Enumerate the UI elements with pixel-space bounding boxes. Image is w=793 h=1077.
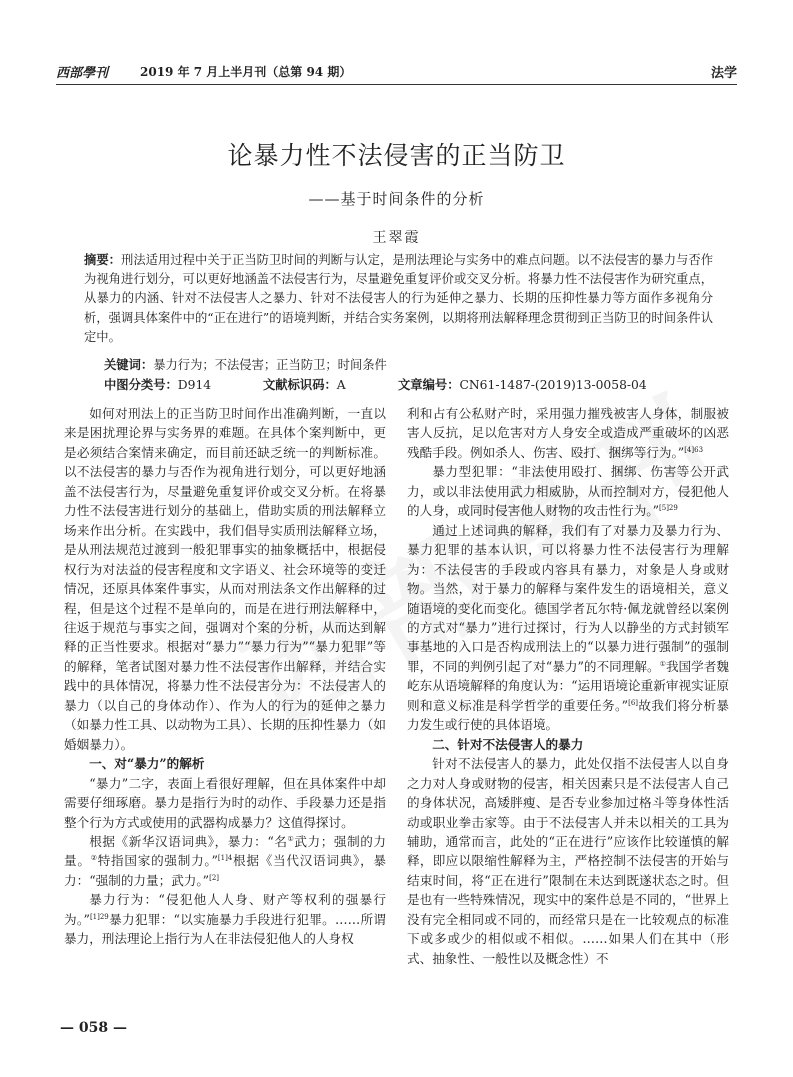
citation-ref: [5]29	[659, 504, 678, 513]
author-name: 王翠霞	[372, 230, 421, 246]
paragraph	[407, 462, 729, 520]
citation-ref: [6]	[628, 698, 639, 707]
subject-label: 法学	[710, 66, 737, 81]
citation-ref: [1]29	[89, 912, 109, 921]
section-heading: 一、对“暴力”的解析	[89, 756, 205, 772]
doc-code	[263, 375, 346, 393]
clc-number	[104, 375, 211, 393]
citation-ref: [2]	[209, 873, 220, 882]
article-number	[398, 375, 647, 393]
doc-value: A	[336, 378, 346, 392]
art-label: 文章编号：	[398, 377, 460, 392]
text-run: 根据《新华汉语词典》，暴力：“名	[89, 833, 288, 849]
text-run: 利和占有公私财产时，采用强力摧残被害人身体，制服被害人反抗，足以危害对方人身安全或造成严重破坏的凶恶残酷手段。例如杀人、伤害、殴打、捆绑等行为。”	[407, 406, 729, 460]
abstract-text: 刑法适用过程中关于正当防卫时间的判断与认定，是刑法理论与实务中的难点问题。以不法侵害的暴力与否作为视角进行划分，可以更好地涵盖不法侵害行为，尽量避免重复评价或交叉分析。将暴力性不法侵害作为研究重点，从暴力的内涵、针对不法侵害人之暴力、针对不法侵害人的行为延伸之暴力、长期的压抑性暴力等方面作多视角分析，强调具体案件中的“正在进行”的语境判断，并结合实务案例，以期将刑法解释理念贯彻到正当防卫的时间条件认定中。	[84, 253, 713, 344]
footnote-ref: ②	[90, 854, 98, 863]
text-run: 特指国家的强制力。”	[97, 853, 218, 869]
citation-ref: [1]4	[217, 854, 233, 863]
abstract-label: 摘要：	[84, 252, 122, 267]
clc-label: 中图分类号：	[104, 377, 178, 392]
text-run: 武力；强制的力量。	[64, 833, 387, 869]
text-run: 暴力犯罪：“以实施暴力手段进行犯罪。……所谓暴力，刑法理论上指行为人在非法侵犯他人的人身权	[64, 911, 386, 947]
citation-ref: [4]63	[684, 445, 704, 454]
page-number: — 058 —	[60, 1020, 127, 1036]
paragraph	[64, 890, 386, 948]
section-heading: 二、针对不法侵害人的暴力	[432, 736, 584, 752]
paragraph	[407, 521, 729, 735]
header-rule	[56, 84, 737, 85]
footnote-ref: ①	[287, 834, 295, 843]
clc-value: D914	[177, 378, 212, 392]
text-run: 故我们将分析暴力发生或行使的具体语境。	[407, 697, 730, 733]
footnote-ref: ①	[659, 659, 666, 668]
paragraph: 如何对刑法上的正当防卫时间作出准确判断，一直以来是困扰理论界与实务界的难题。在具体个案判断中，更是必须结合案情来确定，而目前还缺乏统一的判断标准。以不法侵害的暴力与否作为视角进行划分，可以更好地涵盖不法侵害行为，尽量避免重复评价或交叉分析。在将暴力性不法侵害进行划分的基础上，借助实质的刑法解释立场来作出分析。在实践中，我们倡导实质刑法解释立场，是从刑法规范过渡到一般犯罪事实的抽象概括中，根据侵权行为对法益的侵害程度和文字语义、社会环境等的变迁情况，还原具体案件事实，从而对刑法条文作出解释的过程，但是这个过程不是单向的，而是在进行刑法解释中，往返于规范与事实之间，强调对个案的分析，从而达到解释的正当性要求。根据对“暴力”“暴力行为”“暴力犯罪”等的解释，笔者试图对暴力性不法侵害作出解释，并结合实践中的具体情况，将暴力性不法侵害分为：不法侵害人的暴力（以自己的身体动作）、作为人的行为的延伸之暴力（如暴力性工具、以动物为工具）、长期的压抑性暴力（如婚姻暴力）。	[64, 406, 386, 752]
paragraph: “暴力”二字，表面上看很好理解，但在具体案件中却需要仔细琢磨。暴力是指行为时的动作、手段暴力还是指整个行为方式或使用的武器构成暴力？这值得探讨。	[64, 775, 386, 830]
article-title: 论暴力性不法侵害的正当防卫	[227, 141, 566, 170]
keywords	[104, 355, 387, 373]
keywords-label: 关键词：	[104, 357, 154, 372]
paragraph: 针对不法侵害人的暴力，此处仅指不法侵害人以自身之力对人身或财物的侵害，相关因素只是不法侵害人自己的身体状况，高矮胖瘦、是否专业参加过格斗等身体性活动或职业拳击家等。由于不法侵害人并未以相关的工具为辅助，通常而言，此处的“正在进行”应该作比较谨慎的解释，即应以限缩性解释为主，严格控制不法侵害的开始与结束时间，将“正在进行”限制在未达到既遂状态之时。但是也有一些特殊情况，现实中的案件总是不同的，“世界上没有完全相同或不同的，而经常只是在一比较观点的标准下或多或少的相似或不相似。……如果人们在其中（形式、抽象性、一般性以及概念性）不	[407, 756, 729, 966]
issue-info: 2019 年 7 月上半月刊（总第 94 期）	[140, 65, 352, 79]
paragraph	[64, 832, 386, 890]
text-run: 暴力行为：“侵犯他人人身、财产等权利的强暴行为。”	[64, 892, 386, 927]
doc-label: 文献标识码：	[263, 377, 337, 392]
paragraph	[407, 404, 729, 462]
left-column	[64, 404, 386, 949]
art-value: CN61-1487-(2019)13-0058-04	[459, 378, 647, 392]
text-run: 暴力型犯罪：“非法使用殴打、捆绑、伤害等公开武力，或以非法使用武力相威胁，从而控制对方，侵犯他人的人身，或同时侵害他人财物的攻击性行为。”	[407, 464, 729, 519]
article-subtitle: ——基于时间条件的分析	[308, 190, 485, 208]
text-run: 根据《当代汉语词典》，暴力：“强制的力量；武力。”	[64, 853, 387, 888]
text-run: 我国学者魏屹东从语境解释的角度认为：“运用语境论重新审视实证原则和意义标准是科学哲学的重要任务。”	[407, 658, 729, 713]
abstract	[84, 250, 713, 347]
keywords-text: 暴力行为；不法侵害；正当防卫；时间条件	[153, 358, 387, 372]
journal-name: 西部學刊	[56, 66, 109, 81]
running-header	[56, 60, 737, 82]
text-run: 通过上述词典的解释，我们有了对暴力及暴力行为、暴力犯罪的基本认识，可以将暴力性不法侵害行为理解为：不法侵害的手段或内容具有暴力，对象是人身或财物。当然，对于暴力的解释与案件发生的语境相关，意义随语境的变化而变化。德国学者瓦尔特·佩龙就曾经以案例的方式对“暴力”进行过探讨，行为人以静坐的方式封锁军事基地的入口是否构成刑法上的“以暴力进行强制”的强制罪，不同的判例引起了对“暴力”的不同理解。	[407, 522, 729, 674]
right-column	[407, 404, 729, 968]
